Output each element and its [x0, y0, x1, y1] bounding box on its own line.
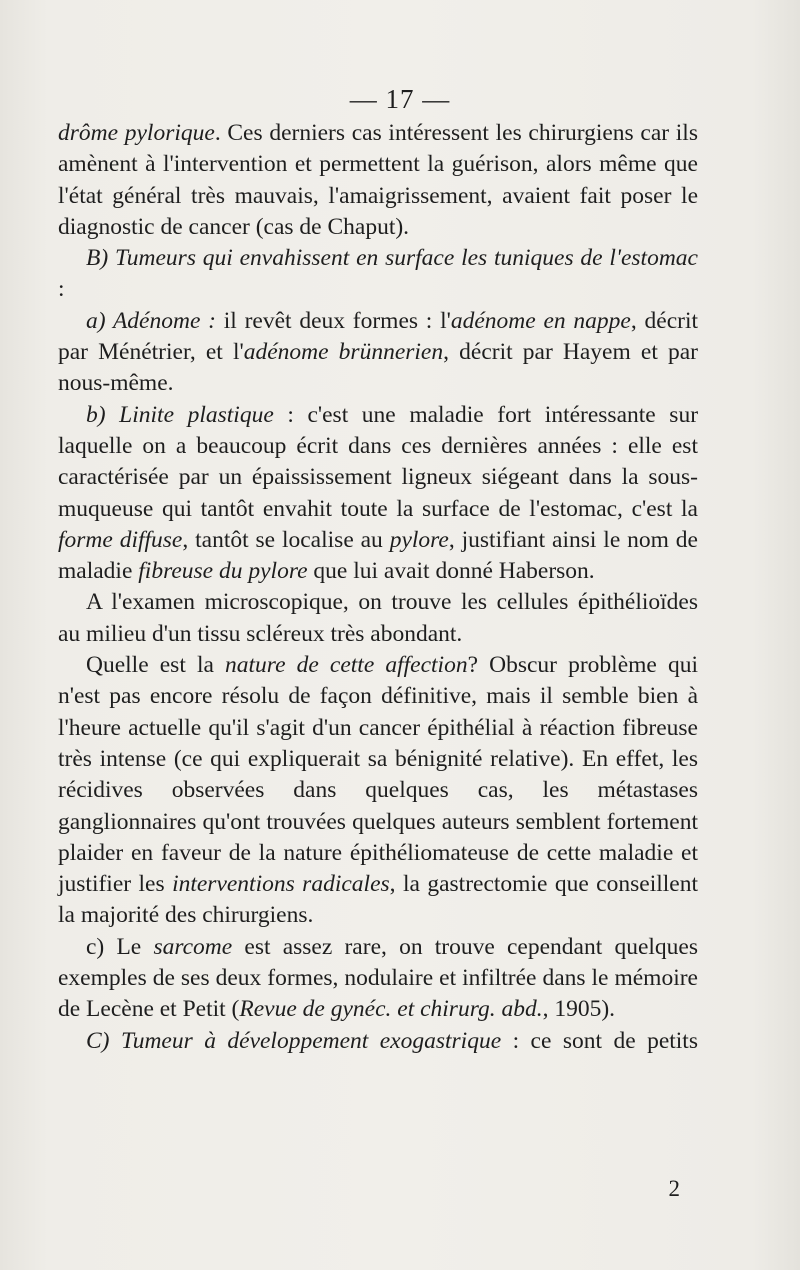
italic-run: C): [86, 1027, 121, 1054]
text-run: : c'est une maladie fort intéressante sur laquelle on a beaucoup écrit dans ces dernières années : elle est caractérisée par un épaississement ligneux siégeant dans la sous-muqueuse qui tantôt envahit toute la surface de l'estomac, c'est la: [58, 401, 699, 522]
paragraph-microscopic-exam: [58, 587, 698, 650]
text-run: est assez rare, on trouve cependant quelques exemples de ses deux formes, nodulaire et infiltrée dans le mémoire de Lecène et Petit (: [58, 933, 698, 1023]
italic-run: pylore: [389, 526, 449, 553]
text-run: , justifiant ainsi le nom de maladie: [58, 526, 698, 585]
text-run: , la gastrectomie que conseillent la majorité des chirurgiens.: [58, 871, 698, 929]
page-number: — 17 —: [349, 84, 451, 114]
italic-run: adénome en nappe: [450, 307, 631, 334]
paragraph-sarcome: [58, 932, 698, 1026]
text-run: , 1905).: [542, 996, 616, 1023]
italic-run: Revue de gynéc. et chirurg. abd.: [239, 996, 543, 1023]
italic-run: sarcome: [153, 933, 233, 960]
italic-run: interventions radicales: [172, 871, 390, 898]
italic-run: drôme pylorique: [58, 120, 215, 146]
paragraph-adenome: [58, 306, 698, 400]
italic-run: Tumeur à développement exogastrique: [120, 1027, 502, 1054]
italic-run: b): [86, 401, 120, 428]
text-run: , décrit par Ménétrier, et l': [58, 307, 699, 366]
italic-run: nature de cette affection: [225, 652, 468, 679]
text-run: ? Obscur problème qui n'est pas encore résolu de façon définitive, mais il semble bien à l'heure actuelle qu'il s'agit d'un cancer épithélial à réaction fibreuse très intense (ce qui expliquerait sa bénignité relative). En effet, les récidives observées dans quelques cas, les métastases ganglionnaires qu'ont trouvées quelques auteurs semblent fortement plaider en faveur de la nature épithéliomateuse de cette maladie et justifier les: [58, 652, 698, 898]
paragraph-syndrome-continuation: [58, 118, 698, 243]
text-run: que lui avait donné Haberson.: [307, 558, 595, 585]
text-run: : ce sont de petits: [501, 1027, 698, 1054]
text-run: , tantôt se localise au: [182, 526, 390, 553]
text-run: , décrit par Hayem et par nous-même.: [58, 339, 699, 397]
italic-run: Linite plastique: [119, 401, 274, 428]
text-run: c) Le: [86, 933, 154, 960]
italic-run: fibreuse du pylore: [138, 558, 308, 585]
text-run: . Ces derniers cas intéressent les chirurgiens car ils amènent à l'intervention et permettent la guérison, alors même que l'état général très mauvais, l'amaigrissement, avaient fait poser le diagnostic de cancer (cas de Chaput).: [58, 120, 698, 240]
italic-run: B): [86, 245, 115, 272]
text-run: :: [58, 276, 65, 303]
italic-run: Adénome :: [112, 307, 216, 334]
paragraph-linite-plastique: [58, 400, 698, 588]
text-run: A l'examen microscopique, on trouve les cellules épithélioïdes au milieu d'un tissu scléreux très abondant.: [58, 589, 698, 647]
italic-run: a): [86, 307, 113, 334]
italic-run: forme diffuse: [58, 526, 183, 553]
paragraph-nature-of-affection: [58, 650, 698, 932]
paragraph-heading-b-surface-tumors: [58, 243, 698, 306]
text-run: il revêt deux formes : l': [215, 307, 451, 334]
text-run: Quelle est la: [86, 652, 226, 679]
body-text: [58, 118, 698, 1057]
paragraph-heading-c-exogastric: [58, 1026, 698, 1057]
italic-run: adénome brünnerien: [243, 339, 444, 366]
italic-run: Tumeurs qui envahissent en surface les tuniques de l'estomac: [115, 245, 698, 272]
signature-mark: 2: [668, 1176, 680, 1201]
